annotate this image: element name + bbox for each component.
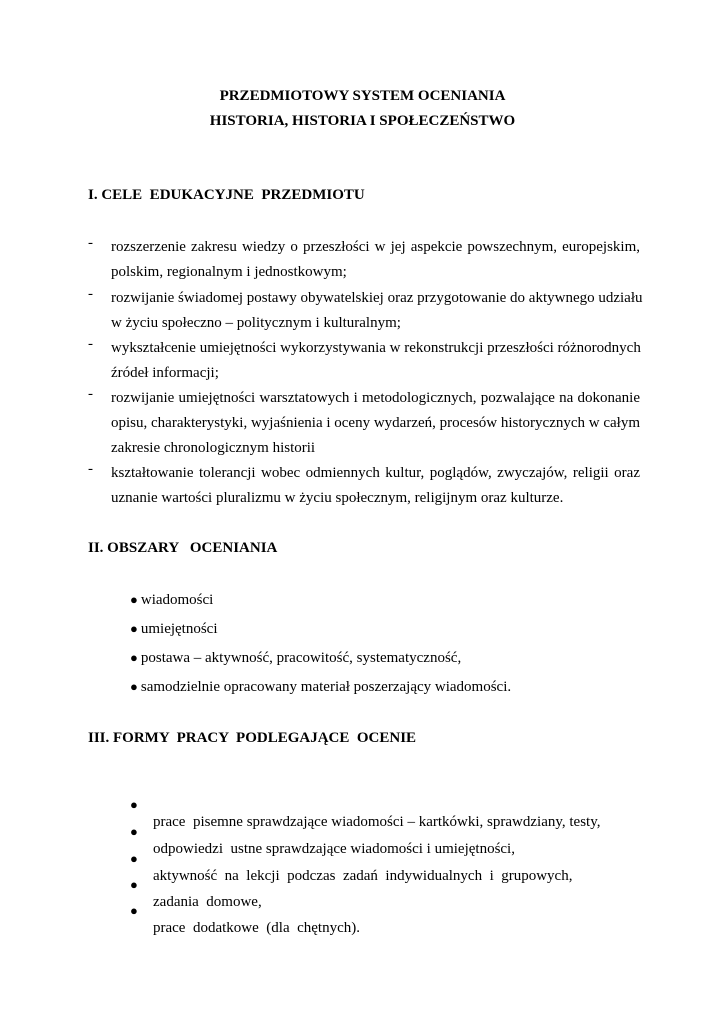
goal-item-1 (88, 235, 640, 285)
goal-item-2 (88, 286, 643, 336)
section-1-heading: I. CELE EDUKACYJNE PRZEDMIOTU (88, 187, 365, 203)
goal-item-4-line-2: opisu, charakterystyki, wyjaśnienia i oceny wydarzeń, procesów historycznych w całym (111, 415, 640, 431)
section-2-heading: II. OBSZARY OCENIANIA (88, 540, 278, 556)
work-form-item-5-text: prace dodatkowe (dla chętnych). (153, 920, 360, 936)
bullet-icon: ● (130, 650, 138, 665)
assessment-area-item-2-text: umiejętności (140, 621, 218, 637)
section-3-heading: III. FORMY PRACY PODLEGAJĄCE OCENIE (88, 730, 417, 746)
dash-marker: - (88, 336, 93, 352)
goal-item-3 (88, 336, 640, 386)
goal-item-4-line-3: zakresie chronologicznym historii (111, 440, 316, 456)
goal-item-4-line-1: rozwijanie umiejętności warsztatowych i metodologicznych, pozwalające na dokonanie (111, 390, 640, 406)
goal-item-1-line-2: polskim, regionalnym i jednostkowym; (111, 264, 347, 280)
assessment-area-item-4 (130, 679, 511, 696)
goal-item-1-line-1: rozszerzenie zakresu wiedzy o przeszłości w jej aspekcie powszechnym, europejskim, (111, 239, 640, 255)
goal-item-4 (88, 386, 640, 461)
document-title-line-1: PRZEDMIOTOWY SYSTEM OCENIANIA (219, 88, 506, 104)
goal-item-5 (88, 461, 640, 511)
assessment-area-item-3-text: postawa – aktywność, pracowitość, systematyczność, (140, 650, 462, 666)
goal-item-5-line-1: kształtowanie tolerancji wobec odmiennych kultur, poglądów, zwyczajów, religii oraz (111, 465, 640, 481)
assessment-area-item-2 (130, 621, 218, 638)
bullet-icon: ● (130, 592, 138, 607)
work-form-item-4-text: zadania domowe, (153, 894, 262, 910)
goal-item-5-line-2: uznanie wartości pluralizmu w życiu społecznym, religijnym oraz kulturze. (111, 490, 564, 506)
bullet-icon: ● (130, 621, 138, 636)
bullet-icon: ● (130, 797, 138, 812)
dash-marker: - (88, 386, 93, 402)
bullet-icon: ● (130, 679, 138, 694)
bullet-icon: ● (130, 824, 138, 839)
document-title-line-2: HISTORIA, HISTORIA I SPOŁECZEŃSTWO (209, 113, 516, 129)
work-form-item-1-text: prace pisemne sprawdzające wiadomości – kartkówki, sprawdziany, testy, (153, 814, 601, 830)
dash-marker: - (88, 286, 93, 302)
goal-item-2-line-2: w życiu społeczno – politycznym i kulturalnym; (111, 315, 401, 331)
dash-marker: - (88, 235, 93, 251)
goal-item-3-line-1: wykształcenie umiejętności wykorzystywania w rekonstrukcji przeszłości różnorodnych (111, 340, 641, 356)
assessment-area-item-1 (130, 592, 213, 609)
work-form-item-3-text: aktywność na lekcji podczas zadań indywidualnych i grupowych, (153, 868, 573, 884)
assessment-area-item-1-text: wiadomości (140, 592, 214, 608)
assessment-area-item-4-text: samodzielnie opracowany materiał poszerzający wiadomości. (140, 679, 512, 695)
bullet-icon: ● (130, 877, 138, 892)
work-form-item-2-text: odpowiedzi ustne sprawdzające wiadomości i umiejętności, (153, 841, 515, 857)
goal-item-3-line-2: źródeł informacji; (111, 365, 219, 381)
goal-item-2-line-1: rozwijanie świadomej postawy obywatelskiej oraz przygotowanie do aktywnego udziału (111, 290, 643, 306)
dash-marker: - (88, 461, 93, 477)
assessment-area-item-3 (130, 650, 461, 667)
bullet-icon: ● (130, 903, 138, 918)
bullet-icon: ● (130, 851, 138, 866)
